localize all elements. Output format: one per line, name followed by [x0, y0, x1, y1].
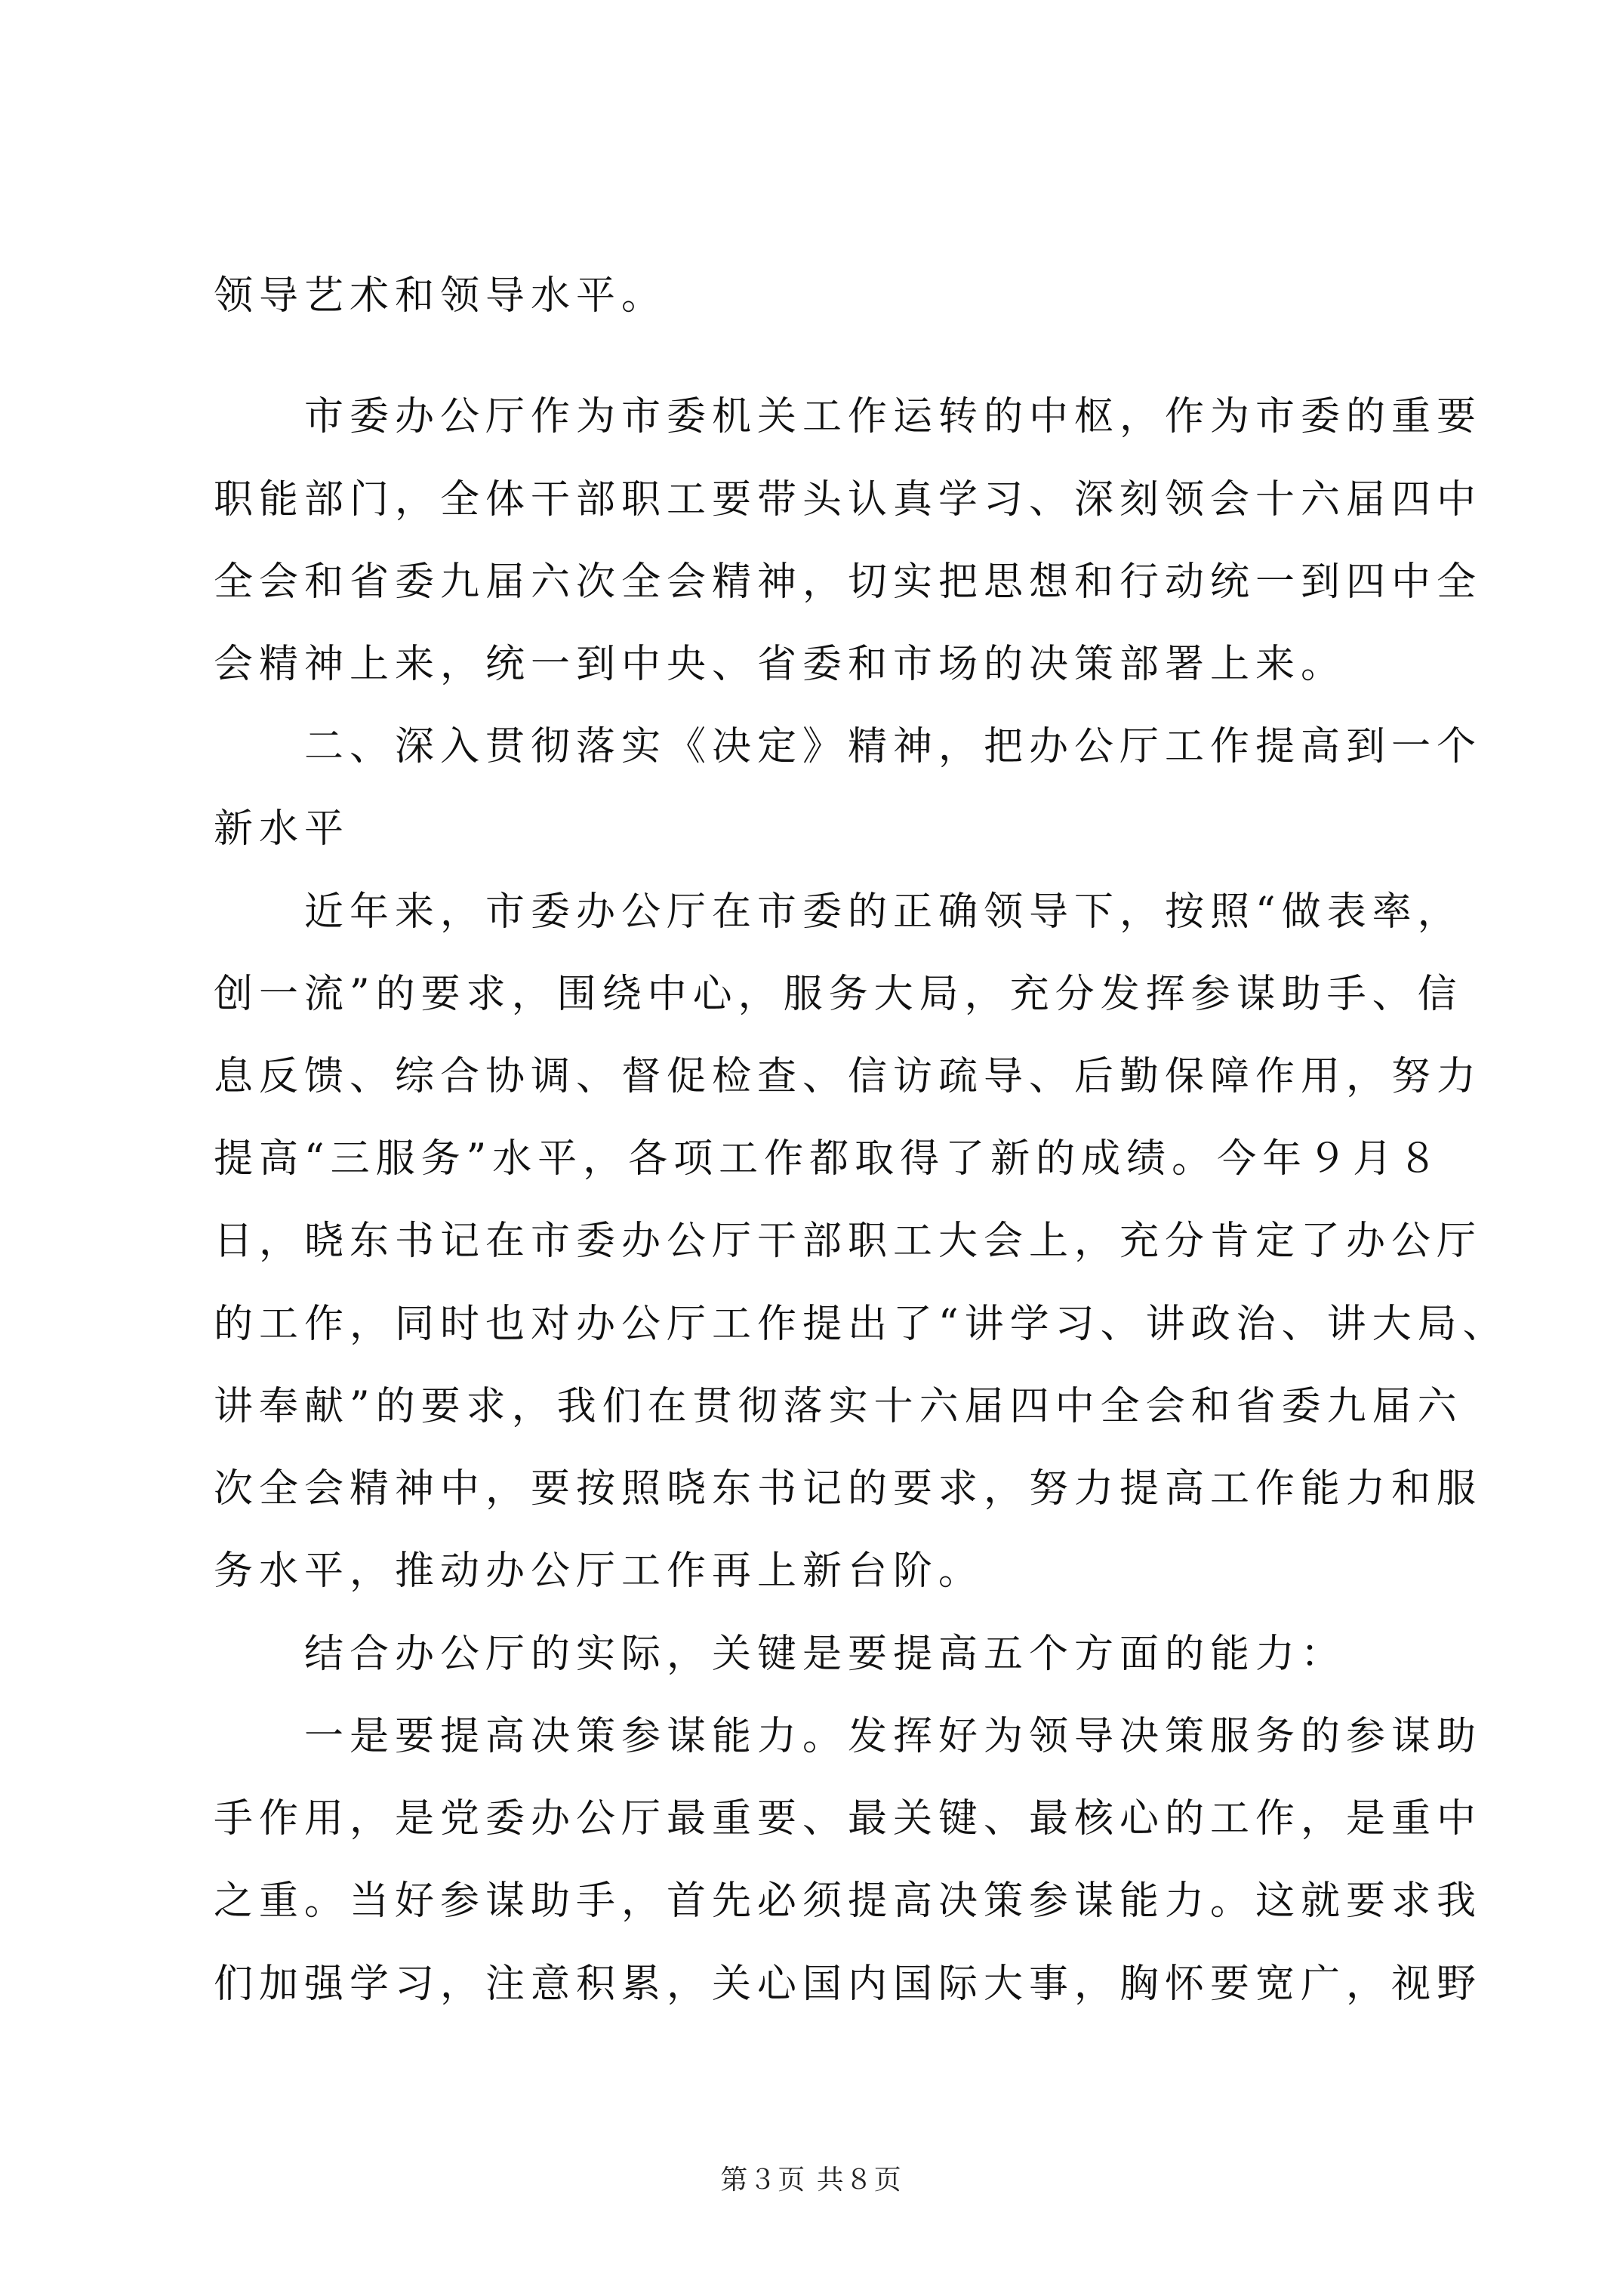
- body-text-line: 讲奉献”的要求，我们在贯彻落实十六届四中全会和省委九届六: [214, 1384, 1463, 1429]
- body-text-line: 职能部门，全体干部职工要带头认真学习、深刻领会十六届四中: [214, 477, 1483, 522]
- body-text-line: 新水平: [214, 806, 350, 852]
- body-text-line: 提高“三服务”水平，各项工作都取得了新的成绩。今年９月８: [214, 1136, 1444, 1182]
- body-text-line: 全会和省委九届六次全会精神，切实把思想和行动统一到四中全: [214, 559, 1483, 605]
- body-text-line: 日，晓东书记在市委办公厅干部职工大会上，充分肯定了办公厅: [214, 1219, 1483, 1264]
- body-text-line: 二、深入贯彻落实《决定》精神，把办公厅工作提高到一个: [214, 724, 1483, 769]
- body-text-line: 们加强学习，注意积累，关心国内国际大事，胸怀要宽广，视野: [214, 1962, 1483, 2007]
- body-text-line: 一是要提高决策参谋能力。发挥好为领导决策服务的参谋助: [214, 1714, 1483, 1759]
- body-text-line: 领导艺术和领导水平。: [214, 273, 667, 319]
- body-text-line: 手作用，是党委办公厅最重要、最关键、最核心的工作，是重中: [214, 1796, 1483, 1841]
- body-text-line: 结合办公厅的实际，关键是要提高五个方面的能力：: [214, 1632, 1347, 1677]
- body-text-line: 近年来，市委办公厅在市委的正确领导下，按照“做表率，: [214, 889, 1463, 935]
- body-text-line: 务水平，推动办公厅工作再上新台阶。: [214, 1549, 984, 1594]
- body-text-line: 的工作，同时也对办公厅工作提出了“讲学习、讲政治、讲大局、: [214, 1302, 1508, 1347]
- body-text-line: 创一流”的要求，围绕中心，服务大局，充分发挥参谋助手、信: [214, 972, 1463, 1017]
- body-text-line: 市委办公厅作为市委机关工作运转的中枢，作为市委的重要: [214, 394, 1483, 439]
- body-text-line: 之重。当好参谋助手，首先必须提高决策参谋能力。这就要求我: [214, 1878, 1483, 1924]
- body-text-line: 会精神上来，统一到中央、省委和市场的决策部署上来。: [214, 642, 1347, 687]
- page-number-footer: 第３页 共８页: [720, 2165, 903, 2196]
- body-text-line: 息反馈、综合协调、督促检查、信访疏导、后勤保障作用，努力: [214, 1054, 1483, 1099]
- body-text-line: 次全会精神中，要按照晓东书记的要求，努力提高工作能力和服: [214, 1466, 1483, 1512]
